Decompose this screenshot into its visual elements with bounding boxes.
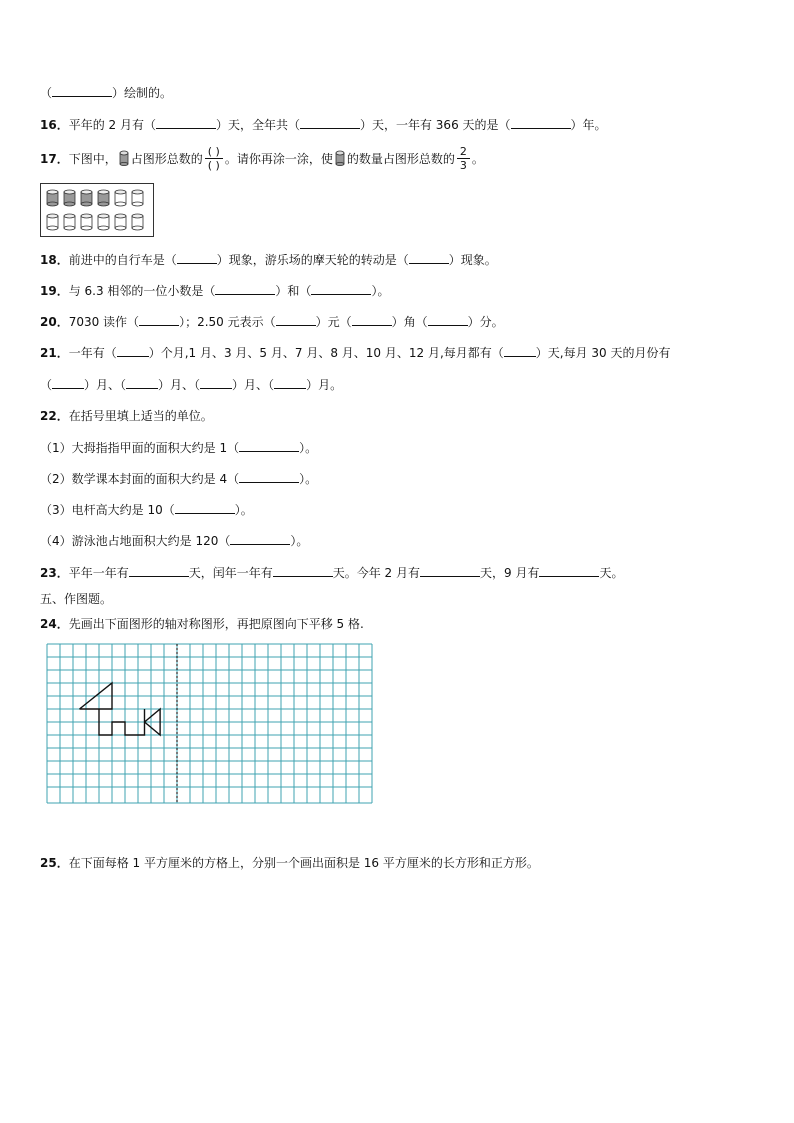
q16-blank-1[interactable] — [156, 116, 216, 129]
q21-blank-6[interactable] — [274, 376, 306, 389]
q16-blank-3[interactable] — [511, 116, 571, 129]
q23-blank-2[interactable] — [273, 564, 333, 577]
cylinder-empty[interactable] — [47, 214, 58, 230]
cylinder-shaded[interactable] — [47, 190, 58, 206]
cylinder-empty[interactable] — [115, 214, 126, 230]
cylinder-icon — [335, 150, 345, 166]
q21-blank-4[interactable] — [126, 376, 158, 389]
q23-blank-4[interactable] — [539, 564, 599, 577]
fraction-two-thirds: $\frac{2}{3}$ — [457, 145, 470, 172]
q15-tail: （ ）绘制的。 — [40, 86, 173, 100]
question-21-line-2: （ ）月、（ ）月、（ ）月、（ ）月。 — [40, 378, 343, 392]
q22-blank-1[interactable] — [239, 439, 299, 452]
cylinder-grid[interactable] — [41, 184, 153, 236]
question-18: 18．前进中的自行车是（ ）现象，游乐场的摩天轮的转动是（ ）现象。 — [40, 253, 497, 267]
q22-item-1: （1）大拇指指甲面的面积大约是 1（ ）。 — [40, 441, 318, 455]
cylinder-empty[interactable] — [115, 190, 126, 206]
q16-blank-2[interactable] — [300, 116, 360, 129]
cylinder-empty[interactable] — [64, 214, 75, 230]
q20-blank-1[interactable] — [139, 313, 179, 326]
question-24: 24．先画出下面图形的轴对称图形，再把原图向下平移 5 格. — [40, 617, 364, 631]
drawing-grid[interactable] — [45, 642, 375, 840]
question-16: 16．平年的 2 月有（ ）天，全年共（ ）天，一年有 366 天的是（ ）年。 — [40, 118, 607, 132]
q21-blank-1[interactable] — [117, 344, 149, 357]
q22-item-3: （3）电杆高大约是 10（ ）。 — [40, 503, 253, 517]
question-17: 17． 下图中， 占图形总数的 $\frac{( )}{( )}$ 。请你再涂一涂，使 的数量占图形总数的 $\frac{2}{3}$ 。 — [40, 144, 484, 172]
cylinder-shaded[interactable] — [81, 190, 92, 206]
q22-blank-4[interactable] — [230, 532, 290, 545]
q20-blank-2[interactable] — [276, 313, 316, 326]
q21-blank-3[interactable] — [52, 376, 84, 389]
q21-blank-5[interactable] — [200, 376, 232, 389]
q22-blank-3[interactable] — [175, 501, 235, 514]
cylinder-shaded[interactable] — [98, 190, 109, 206]
cylinder-icon — [119, 150, 129, 166]
question-22: 22．在括号里填上适当的单位。 — [40, 409, 213, 423]
q23-blank-3[interactable] — [420, 564, 480, 577]
cylinder-empty[interactable] — [132, 190, 143, 206]
question-20: 20．7030 读作（ ）；2.50 元表示（ ）元（ ）角（ ）分。 — [40, 315, 504, 329]
q23-blank-1[interactable] — [129, 564, 189, 577]
q19-blank-2[interactable] — [311, 282, 371, 295]
cylinder-shaded[interactable] — [64, 190, 75, 206]
question-23: 23．平年一年有 天，闰年一年有 天。今年 2 月有 天，9 月有 天。 — [40, 566, 624, 580]
question-25: 25．在下面每格 1 平方厘米的方格上，分别一个画出面积是 16 平方厘米的长方形和正方形。 — [40, 856, 539, 870]
cylinder-empty[interactable] — [81, 214, 92, 230]
q22-item-2: （2）数学课本封面的面积大约是 4（ ）。 — [40, 472, 318, 486]
q19-blank-1[interactable] — [215, 282, 275, 295]
q15-blank[interactable] — [52, 84, 112, 97]
section-heading: 五、作图题。 — [40, 592, 113, 606]
q22-item-4: （4）游泳池占地面积大约是 120（ ）。 — [40, 534, 309, 548]
question-21: 21．一年有（ ）个月,1 月、3 月、5 月、7 月、8 月、10 月、12 月,每月都有（ ）天,每月 30 天的月份有 — [40, 346, 671, 360]
question-19: 19．与 6.3 相邻的一位小数是（ ）和（ ）。 — [40, 284, 390, 298]
q22-blank-2[interactable] — [239, 470, 299, 483]
cylinder-empty[interactable] — [98, 214, 109, 230]
fraction-blank[interactable]: $\frac{( )}{( )}$ — [205, 145, 223, 172]
q20-blank-4[interactable] — [428, 313, 468, 326]
q18-blank-1[interactable] — [177, 251, 217, 264]
cylinder-empty[interactable] — [132, 214, 143, 230]
q21-blank-2[interactable] — [504, 344, 536, 357]
q20-blank-3[interactable] — [352, 313, 392, 326]
q18-blank-2[interactable] — [409, 251, 449, 264]
cylinder-figure[interactable] — [40, 183, 154, 237]
